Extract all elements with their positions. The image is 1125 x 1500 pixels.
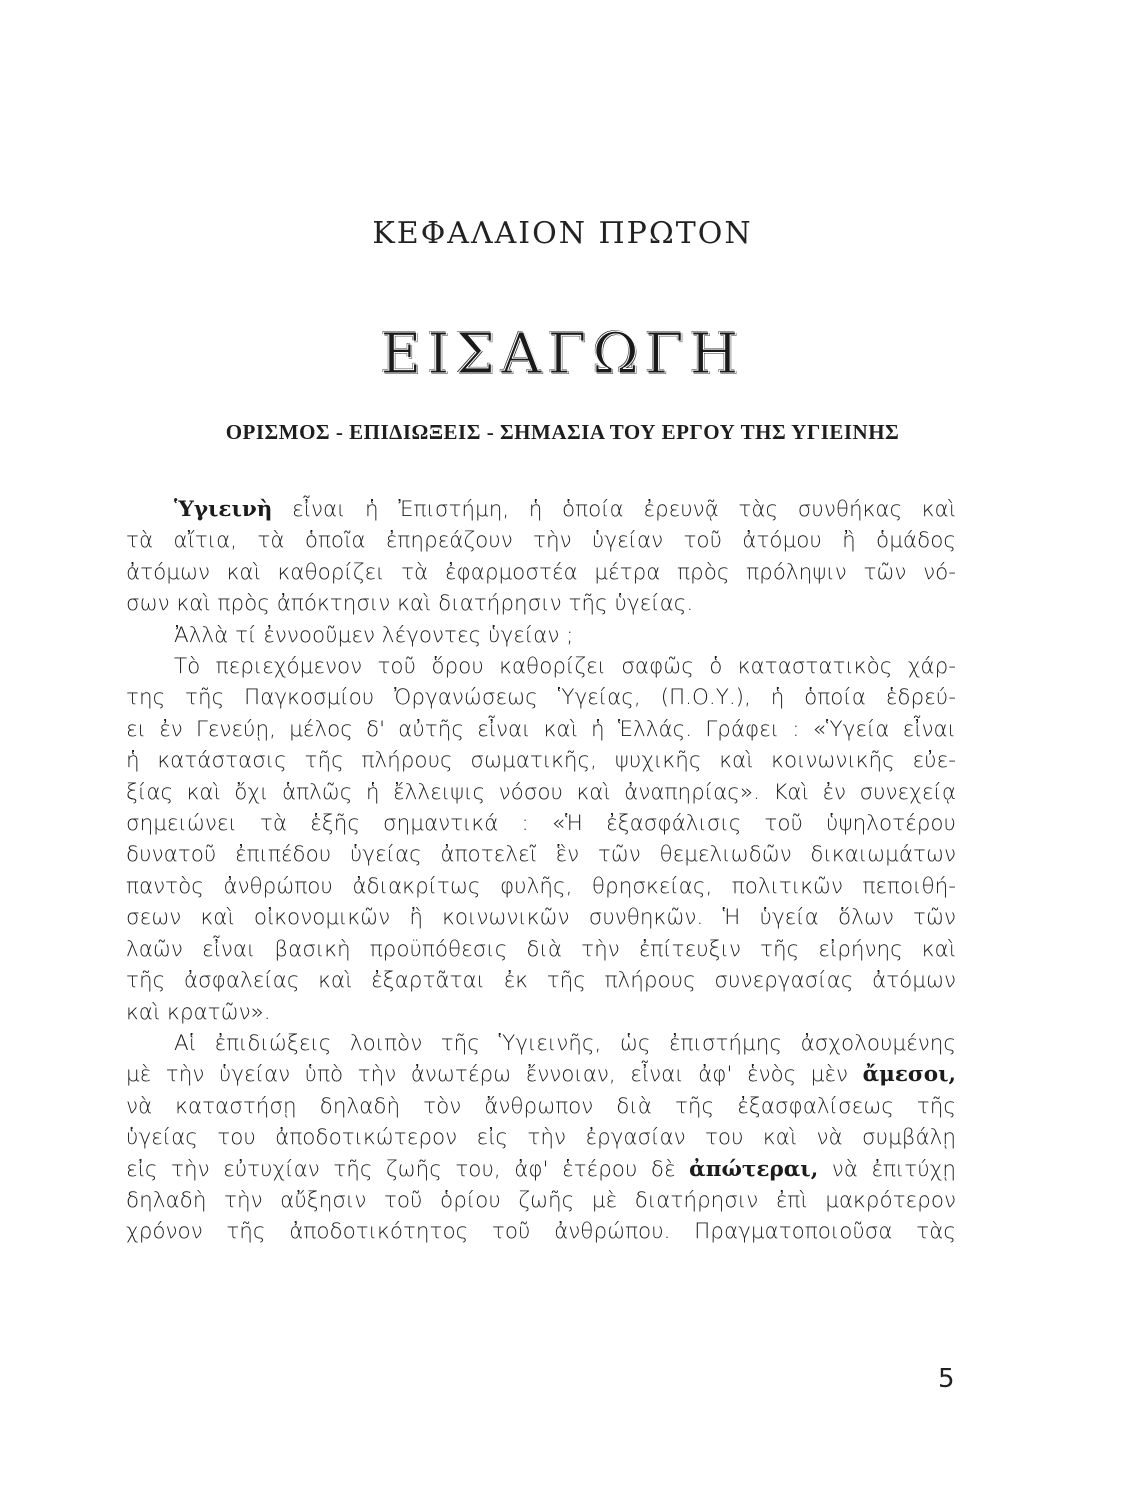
text-line: Ἀλλὰ τί ἐννοοῦμεν λέγοντες ὑγείαν ; — [174, 622, 574, 648]
text-line: δυνατοῦ ἐπιπέδου ὑγείας ἀποτελεῖ ἓν τῶν θεμελιωδῶν δικαιωμάτων — [126, 842, 956, 868]
section-subtitle: ΟΡΙΣΜΟΣ - ΕΠΙΔΙΩΞΕΙΣ - ΣΗΜΑΣΙΑ ΤΟΥ ΕΡΓΟΥ ΤΗΣ ΥΓΙΕΙΝΗΣ — [225, 420, 900, 444]
text-line: χρόνον τῆς ἀποδοτικότητος τοῦ ἀνθρώπου. Πραγματοποιοῦσα τὰς — [126, 1219, 956, 1245]
paragraph-question — [126, 620, 956, 651]
text-line: νὰ καταστήσῃ δηλαδὴ τὸν ἄνθρωπον διὰ τῆς ἐξασφαλίσεως τῆς — [126, 1093, 956, 1119]
text-line: εἰς τὴν εὐτυχίαν τῆς ζωῆς του, ἀφ' ἑτέρου δὲ ἀπώτεραι, νὰ ἐπιτύχῃ — [126, 1156, 956, 1182]
chapter-heading: ΚΕΦΑΛΑΙΟΝ ΠΡΩΤΟΝ — [372, 216, 753, 251]
text-line: ει ἐν Γενεύῃ, μέλος δ' αὐτῆς εἶναι καὶ ἡ Ἑλλάς. Γράφει : «Ὑγεία εἶναι — [126, 716, 956, 742]
defined-term: Ὑγιεινὴ — [174, 497, 273, 522]
text-line: Ὑγιεινὴ εἶναι ἡ Ἐπιστήμη, ἡ ὁποία ἐρευνᾷ τὰς συνθήκας καὶ — [174, 497, 956, 522]
paragraph-definition — [126, 494, 956, 620]
text-line: ἀτόμων καὶ καθορίζει τὰ ἐφαρμοστέα μέτρα πρὸς πρόληψιν τῶν νό- — [126, 559, 956, 585]
emphasis-immediate: ἄμεσοι, — [862, 1062, 956, 1088]
page-number: 5 — [938, 1364, 955, 1394]
text-line: παντὸς ἀνθρώπου ἀδιακρίτως φυλῆς, θρησκείας, πολιτικῶν πεποιθή- — [126, 873, 956, 899]
page-title: ΕΙΣΑΓΩΓΗ — [380, 322, 745, 387]
text-line: ὑγείας του ἀποδοτικώτερον εἰς τὴν ἐργασίαν του καὶ νὰ συμβάλῃ — [126, 1125, 956, 1151]
text-line: σων καὶ πρὸς ἀπόκτησιν καὶ διατήρησιν τῆς ὑγείας. — [126, 591, 694, 617]
text-line: Αἱ ἐπιδιώξεις λοιπὸν τῆς Ὑγιεινῆς, ὡς ἐπιστήμης ἀσχολουμένης — [174, 1030, 956, 1056]
paragraph-who-definition — [126, 651, 956, 1028]
text-line: καὶ κρατῶν». — [126, 999, 271, 1025]
text-line: μὲ τὴν ὑγείαν ὑπὸ τὴν ἀνωτέρω ἔννοιαν, εἶναι ἀφ' ἑνὸς μὲν ἄμεσοι, — [126, 1062, 956, 1088]
text-line: σεων καὶ οἰκονομικῶν ἢ κοινωνικῶν συνθηκῶν. Ἡ ὑγεία ὅλων τῶν — [126, 905, 956, 931]
text-line: δηλαδὴ τὴν αὔξησιν τοῦ ὁρίου ζωῆς μὲ διατήρησιν ἐπὶ μακρότερον — [126, 1187, 956, 1213]
text-line: Τὸ περιεχόμενον τοῦ ὅρου καθορίζει σαφῶς ὁ καταστατικὸς χάρ- — [174, 654, 956, 680]
emphasis-remote: ἀπώτεραι, — [689, 1156, 819, 1182]
text-line: ἡ κατάστασις τῆς πλήρους σωματικῆς, ψυχικῆς καὶ κοινωνικῆς εὐε- — [126, 748, 956, 774]
paragraph-objectives — [126, 1028, 956, 1248]
text-line: της τῆς Παγκοσμίου Ὀργανώσεως Ὑγείας, (Π.Ο.Υ.), ἡ ὁποία ἑδρεύ- — [126, 685, 956, 711]
body-text — [126, 494, 956, 1248]
text-line: σημειώνει τὰ ἑξῆς σημαντικά : «Ἡ ἐξασφάλισις τοῦ ὑψηλοτέρου — [126, 811, 956, 837]
text-line: τῆς ἀσφαλείας καὶ ἐξαρτᾶται ἐκ τῆς πλήρους συνεργασίας ἀτόμων — [126, 968, 956, 994]
text-line: τὰ αἴτια, τὰ ὁποῖα ἐπηρεάζουν τὴν ὑγείαν τοῦ ἀτόμου ἢ ὁμάδος — [126, 528, 956, 554]
text-line: λαῶν εἶναι βασικὴ προϋπόθεσις διὰ τὴν ἐπίτευξιν τῆς εἰρήνης καὶ — [126, 936, 956, 962]
text-line: ξίας καὶ ὄχι ἁπλῶς ἡ ἔλλειψις νόσου καὶ ἀναπηρίας». Καὶ ἐν συνεχείᾳ — [126, 779, 956, 805]
